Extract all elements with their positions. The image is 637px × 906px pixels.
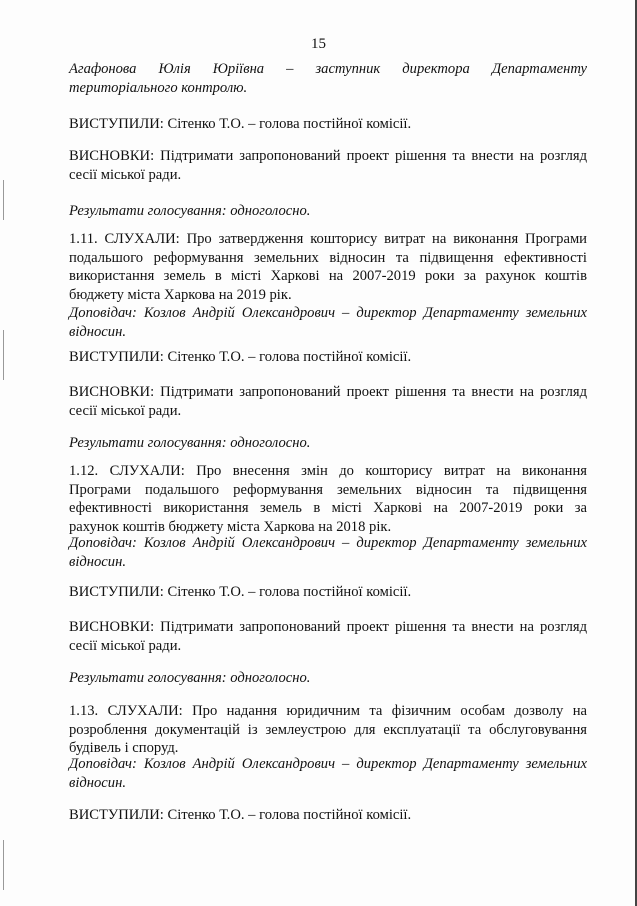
text-line: відносин. <box>69 553 126 570</box>
text-line: відносин. <box>69 774 126 791</box>
text-line: сесії міської ради. <box>69 166 182 183</box>
text-line: сесії міської ради. <box>69 402 182 419</box>
text-line: Доповідач: Козлов Андрій Олександрович – директор Департаменту земельних <box>69 756 587 772</box>
agenda-item-1-12 <box>69 462 587 536</box>
text-line: 1.12. СЛУХАЛИ: Про внесення змін до кошторису витрат на виконання <box>69 463 587 479</box>
agenda-item-1-11 <box>69 230 587 304</box>
text-line: ефективності використання земель в місті Харкові на 2007-2019 роки за <box>69 500 587 516</box>
scan-edge-left-mark <box>3 180 4 220</box>
text-line: Доповідач: Козлов Андрій Олександрович – директор Департаменту земельних <box>69 305 587 321</box>
vote-result: Результати голосування: одноголосно. <box>69 670 311 686</box>
text-line: розроблення документацій із землеустрою для експлуатації та обслуговування <box>69 721 587 738</box>
text-line: будівель і споруд. <box>69 740 179 756</box>
reporter-paragraph <box>69 304 587 341</box>
reporter-paragraph <box>69 755 587 792</box>
text-line: ВИСНОВКИ: Підтримати запропонований проект рішення та внести на розгляд <box>69 148 587 164</box>
spoke-paragraph: ВИСТУПИЛИ: Сітенко Т.О. – голова постійної комісії. <box>69 807 412 823</box>
agenda-item-1-13 <box>69 702 587 758</box>
vote-result: Результати голосування: одноголосно. <box>69 435 311 451</box>
spoke-paragraph: ВИСТУПИЛИ: Сітенко Т.О. – голова постійної комісії. <box>69 349 412 365</box>
text-line: відносин. <box>69 323 126 340</box>
conclusion-paragraph <box>69 618 587 655</box>
text-line: ВИСНОВКИ: Підтримати запропонований проект рішення та внести на розгляд <box>69 384 587 400</box>
conclusion-paragraph <box>69 383 587 420</box>
reporter-paragraph <box>69 534 587 571</box>
vote-result: Результати голосування: одноголосно. <box>69 203 311 219</box>
text-line: територіального контролю. <box>69 79 248 96</box>
text-line: 1.13. СЛУХАЛИ: Про надання юридичним та фізичним особам дозволу на <box>69 703 587 719</box>
scan-edge-left-mark <box>3 840 4 890</box>
page-number: 15 <box>311 36 326 52</box>
text-line: Агафонова Юлія Юріївна – заступник директора Департаменту <box>69 61 587 77</box>
text-line: рахунок коштів бюджету міста Харкова на 2018 рік. <box>69 518 392 535</box>
text-line: використання земель в місті Харкові на 2007-2019 роки за рахунок коштів <box>69 268 587 284</box>
text-line: сесії міської ради. <box>69 637 182 654</box>
speaker-paragraph <box>69 60 587 97</box>
text-line: Доповідач: Козлов Андрій Олександрович – директор Департаменту земельних <box>69 535 587 551</box>
text-line: бюджету міста Харкова на 2019 рік. <box>69 286 292 303</box>
scan-edge-left-mark <box>3 330 4 380</box>
conclusion-paragraph <box>69 147 587 184</box>
text-line: 1.11. СЛУХАЛИ: Про затвердження кошторису витрат на виконання Програми <box>69 231 587 247</box>
text-line: подальшого реформування земельних відносин та підвищення ефективності <box>69 249 587 266</box>
text-line: ВИСНОВКИ: Підтримати запропонований проект рішення та внести на розгляд <box>69 619 587 635</box>
spoke-paragraph: ВИСТУПИЛИ: Сітенко Т.О. – голова постійної комісії. <box>69 584 412 600</box>
text-line: Програми подальшого реформування земельних відносин та підвищення <box>69 481 587 498</box>
spoke-paragraph: ВИСТУПИЛИ: Сітенко Т.О. – голова постійної комісії. <box>69 116 412 132</box>
